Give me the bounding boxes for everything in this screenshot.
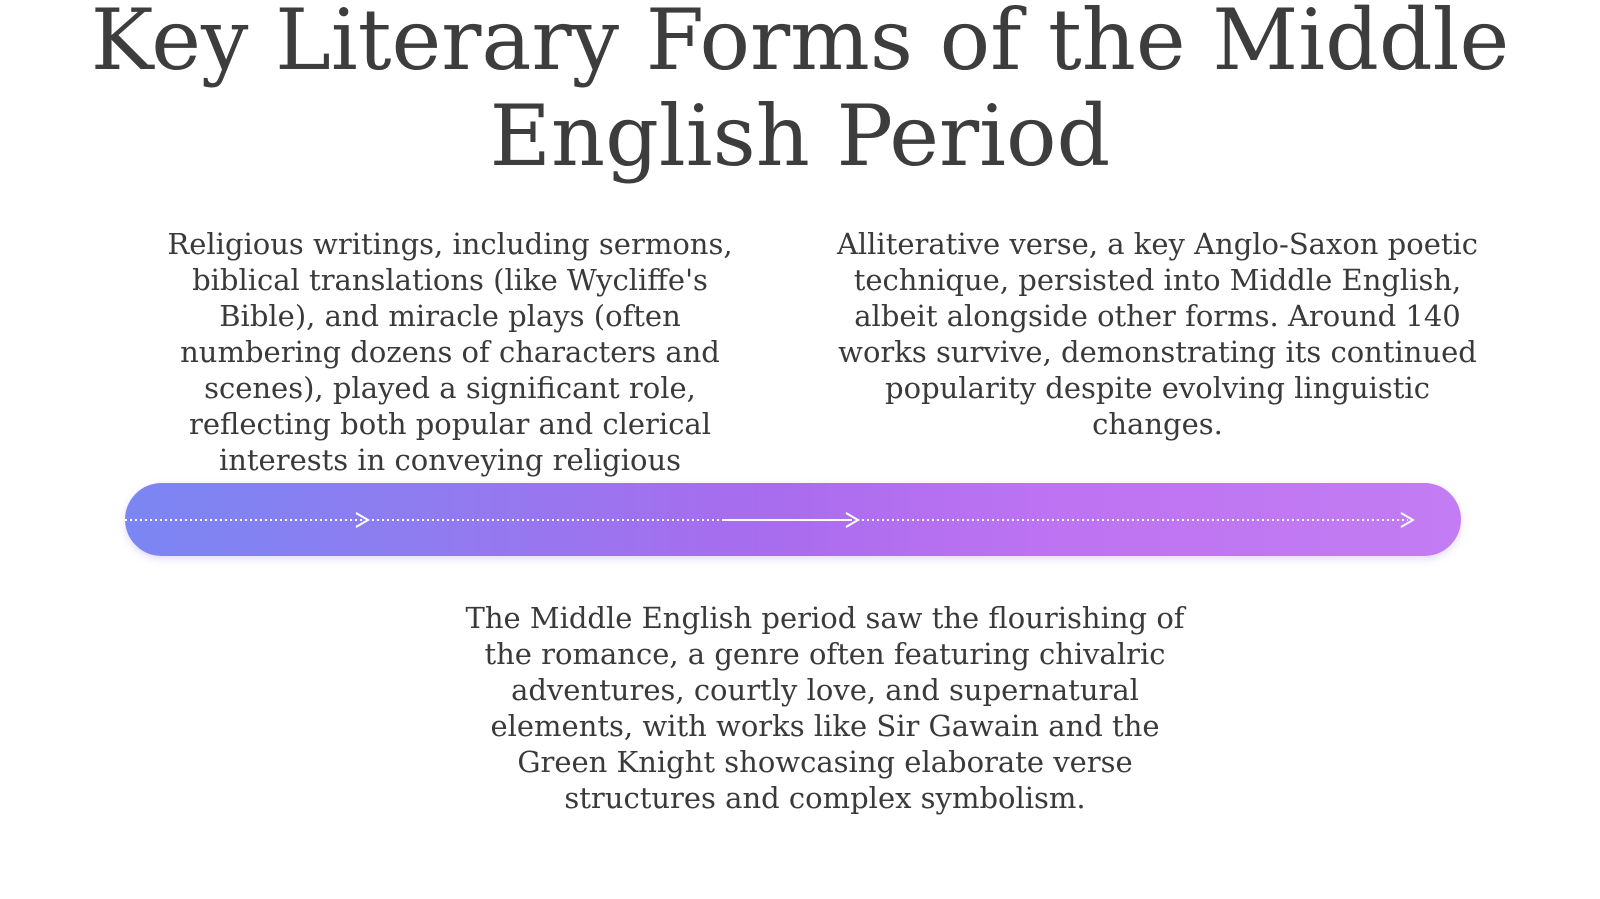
alliterative-verse-text: Alliterative verse, a key Anglo-Saxon poetic technique, persisted into Middle English, albeit alongside other forms. Around 140 works survive, demonstrating its continued popularity despite evolving linguistic changes. [836,227,1479,441]
diagram-title: Key Literary Forms of the Middle English Period [90,0,1510,185]
romance-text: The Middle English period saw the flourishing of the romance, a genre often featuring chivalric adventures, courtly love, and supernatural elements, with works like Sir Gawain and the Green Knight showcasing elaborate verse structures and complex symbolism. [465,601,1185,815]
religious-writings-text: Religious writings, including sermons, biblical translations (like Wycliffe's Bible), and miracle plays (often numbering dozens of characters and scenes), played a significant role, reflecting both popular and clerical interests in conveying religious [167,227,733,477]
